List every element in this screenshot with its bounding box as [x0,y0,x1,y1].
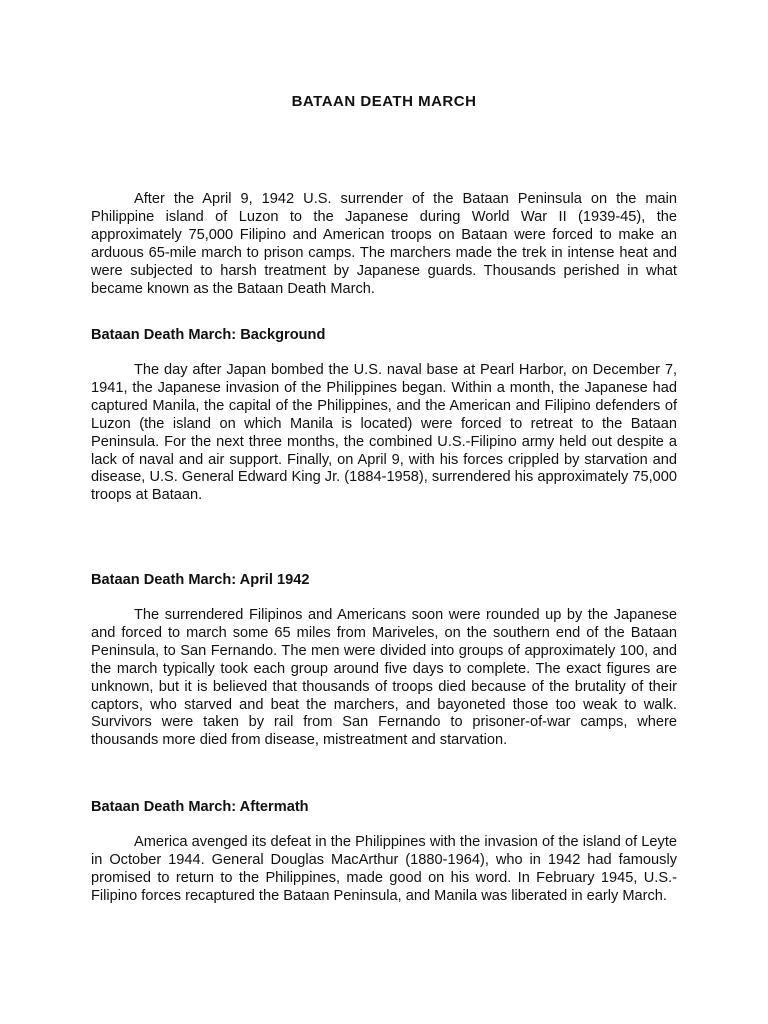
section-body-april-1942: The surrendered Filipinos and Americans soon were rounded up by the Japanese and forced to march some 65 miles from Mariveles, on the southern end of the Bataan Peninsula, to San Fernando. The men were divided into groups of approximately 100, and the march typically took each group around five days to complete. The exact figures are unknown, but it is believed that thousands of troops died because of the brutality of their captors, who starved and beat the marchers, and bayoneted those too weak to walk. Survivors were taken by rail from San Fernando to prisoner-of-war camps, where thousands more died from disease, mistreatment and starvation. [91,607,677,749]
document-title: BATAAN DEATH MARCH [291,93,477,110]
section-heading-april-1942: Bataan Death March: April 1942 [91,572,310,588]
section-heading-aftermath: Bataan Death March: Aftermath [91,799,309,815]
section-heading-background: Bataan Death March: Background [91,327,326,343]
intro-paragraph: After the April 9, 1942 U.S. surrender of the Bataan Peninsula on the main Philippine island of Luzon to the Japanese during World War II (1939-45), the approximately 75,000 Filipino and American troops on Bataan were forced to make an arduous 65-mile march to prison camps. The marchers made the trek in intense heat and were subjected to harsh treatment by Japanese guards. Thousands perished in what became known as the Bataan Death March. [91,191,677,297]
section-body-aftermath: America avenged its defeat in the Philippines with the invasion of the island of Leyte in October 1944. General Douglas MacArthur (1880-1964), who in 1942 had famously promised to return to the Philippines, made good on his word. In February 1945, U.S.-Filipino forces recaptured the Bataan Peninsula, and Manila was liberated in early March. [91,834,677,904]
section-body-background: The day after Japan bombed the U.S. naval base at Pearl Harbor, on December 7, 1941, the Japanese invasion of the Philippines began. Within a month, the Japanese had captured Manila, the capital of the Philippines, and the American and Filipino defenders of Luzon (the island on which Manila is located) were forced to retreat to the Bataan Peninsula. For the next three months, the combined U.S.-Filipino army held out despite a lack of naval and air support. Finally, on April 9, with his forces crippled by starvation and disease, U.S. General Edward King Jr. (1884-1958), surrendered his approximately 75,000 troops at Bataan. [91,362,677,504]
